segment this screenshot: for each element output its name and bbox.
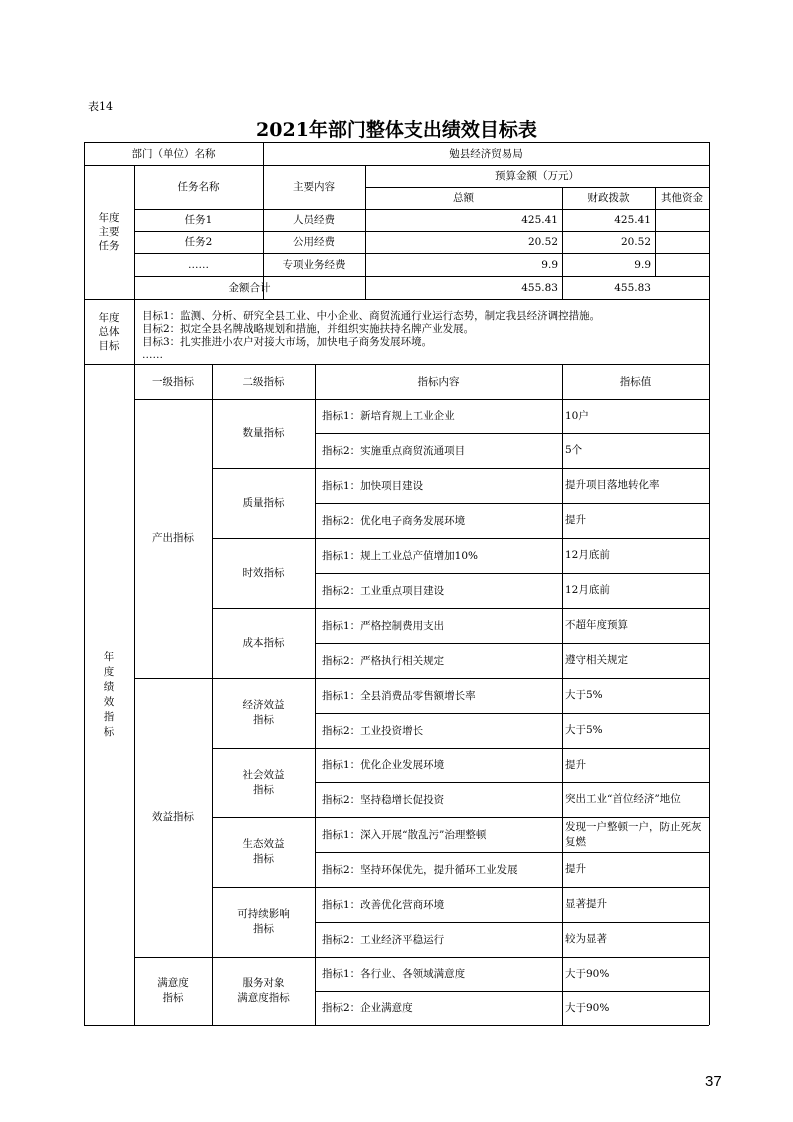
task-row-total: 425.41 xyxy=(521,214,558,226)
col-indicator-content: 指标内容 xyxy=(417,375,460,388)
col-task-name: 任务名称 xyxy=(177,181,220,193)
dept-value: 勉县经济贸易局 xyxy=(449,147,523,160)
level2-label: 质量指标 xyxy=(242,496,285,509)
sum-fiscal: 455.83 xyxy=(614,281,651,294)
col-level2: 二级指标 xyxy=(242,375,285,388)
indicator-content: 指标2：企业满意度 xyxy=(322,1002,413,1014)
indicator-value: 12月底前 xyxy=(565,584,610,596)
indicator-value: 12月底前 xyxy=(565,549,610,561)
col-task-content: 主要内容 xyxy=(293,181,335,193)
indicator-value: 较为显著 xyxy=(565,933,607,945)
task-row-name: 任务1 xyxy=(184,214,213,226)
level2-label: 经济效益 指标 xyxy=(242,699,285,726)
indicator-value: 遵守相关规定 xyxy=(565,654,628,666)
indicator-value: 发现一户整顿一户，防止死灰复燃 xyxy=(565,820,702,848)
task-row-content: 人员经费 xyxy=(293,214,335,226)
indicator-content: 指标1：加快项目建设 xyxy=(322,479,424,492)
sum-label: 金额合计 xyxy=(228,281,271,294)
col-total: 总额 xyxy=(453,192,474,204)
goal-line: …… xyxy=(142,349,163,361)
col-level1: 一级指标 xyxy=(152,375,194,388)
dept-label: 部门（单位）名称 xyxy=(131,147,216,160)
task-row-total: 9.9 xyxy=(541,258,558,271)
indicator-content: 指标1：全县消费品零售额增长率 xyxy=(322,689,476,702)
sum-total: 455.83 xyxy=(521,281,558,294)
indicator-value: 提升项目落地转化率 xyxy=(565,479,660,491)
col-other: 其他资金 xyxy=(661,192,703,204)
table-number: 表14 xyxy=(88,100,113,113)
indicators-section-label: 年 度 绩 效 指 标 xyxy=(103,650,115,738)
grid-line xyxy=(562,364,563,1025)
task-row-content: 专项业务经费 xyxy=(282,258,346,271)
indicator-value: 不超年度预算 xyxy=(565,619,628,631)
indicator-content: 指标2：严格执行相关规定 xyxy=(322,654,445,667)
page-title: 2021年部门整体支出绩效目标表 xyxy=(256,119,537,141)
indicator-value: 5个 xyxy=(565,444,583,456)
budget-header: 预算金额（万元） xyxy=(495,170,579,182)
col-indicator-value: 指标值 xyxy=(619,375,652,388)
level2-label: 可持续影响 指标 xyxy=(237,908,290,935)
level1-label: 产出指标 xyxy=(152,532,194,544)
indicator-value: 提升 xyxy=(565,863,586,875)
task-row-name: 任务2 xyxy=(184,236,213,248)
indicator-content: 指标1：严格控制费用支出 xyxy=(322,619,445,632)
level2-label: 时效指标 xyxy=(242,566,285,579)
indicator-content: 指标2：优化电子商务发展环境 xyxy=(322,514,466,527)
page-number: 37 xyxy=(705,1073,722,1090)
task-row-content: 公用经费 xyxy=(293,236,335,248)
indicator-value: 大于90% xyxy=(565,1001,610,1014)
indicator-content: 指标1：改善优化营商环境 xyxy=(322,898,445,911)
goals-section-label: 年度 总体 目标 xyxy=(98,311,120,352)
task-row-fiscal: 9.9 xyxy=(634,258,651,271)
indicator-content: 指标1：优化企业发展环境 xyxy=(322,759,445,771)
table-border-right xyxy=(709,142,710,1025)
indicator-content: 指标2：工业重点项目建设 xyxy=(322,584,445,597)
indicator-content: 指标2：工业投资增长 xyxy=(322,724,424,737)
level1-label: 满意度 指标 xyxy=(157,977,189,1004)
indicator-value: 提升 xyxy=(565,514,586,526)
indicator-value: 大于5% xyxy=(565,724,603,736)
level2-label: 成本指标 xyxy=(242,636,285,649)
indicator-content: 指标1：规上工业总产值增加10% xyxy=(322,549,479,562)
level2-label: 服务对象 满意度指标 xyxy=(237,977,290,1004)
indicator-value: 突出工业“首位经济”地位 xyxy=(565,793,681,805)
task-row-name: …… xyxy=(188,258,209,271)
indicator-content: 指标2：坚持环保优先，提升循环工业发展 xyxy=(322,863,518,876)
indicator-content: 指标2：实施重点商贸流通项目 xyxy=(322,444,466,457)
indicator-content: 指标1：新培育规上工业企业 xyxy=(322,410,455,422)
indicator-value: 10户 xyxy=(565,409,589,422)
level1-label: 效益指标 xyxy=(152,811,194,823)
tasks-section-label: 年度 主要 任务 xyxy=(98,212,120,252)
task-row-fiscal: 425.41 xyxy=(614,214,651,226)
indicator-content: 指标2：工业经济平稳运行 xyxy=(322,933,445,946)
col-fiscal: 财政拨款 xyxy=(587,192,630,204)
indicator-value: 提升 xyxy=(565,758,586,771)
level2-label: 社会效益 指标 xyxy=(242,768,285,796)
indicator-value: 大于90% xyxy=(565,967,610,980)
indicator-value: 显著提升 xyxy=(565,898,607,910)
level2-label: 生态效益 指标 xyxy=(242,838,285,865)
task-row-fiscal: 20.52 xyxy=(620,236,651,248)
goal-line: 目标3：扎实推进小农户对接大市场，加快电子商务发展环境。 xyxy=(142,336,433,348)
indicator-content: 指标2：坚持稳增长促投资 xyxy=(322,793,445,806)
indicator-content: 指标1：深入开展“散乱污”治理整顿 xyxy=(322,828,487,841)
indicator-content: 指标1：各行业、各领域满意度 xyxy=(322,968,466,980)
task-row-total: 20.52 xyxy=(527,236,558,248)
goal-line: 目标1：监测、分析、研究全县工业、中小企业、商贸流通行业运行态势，制定我县经济调控措施。 xyxy=(142,310,601,322)
indicator-value: 大于5% xyxy=(565,689,603,701)
goal-line: 目标2：拟定全县名牌战略规划和措施，并组织实施扶持名牌产业发展。 xyxy=(142,323,475,335)
level2-label: 数量指标 xyxy=(242,427,285,439)
